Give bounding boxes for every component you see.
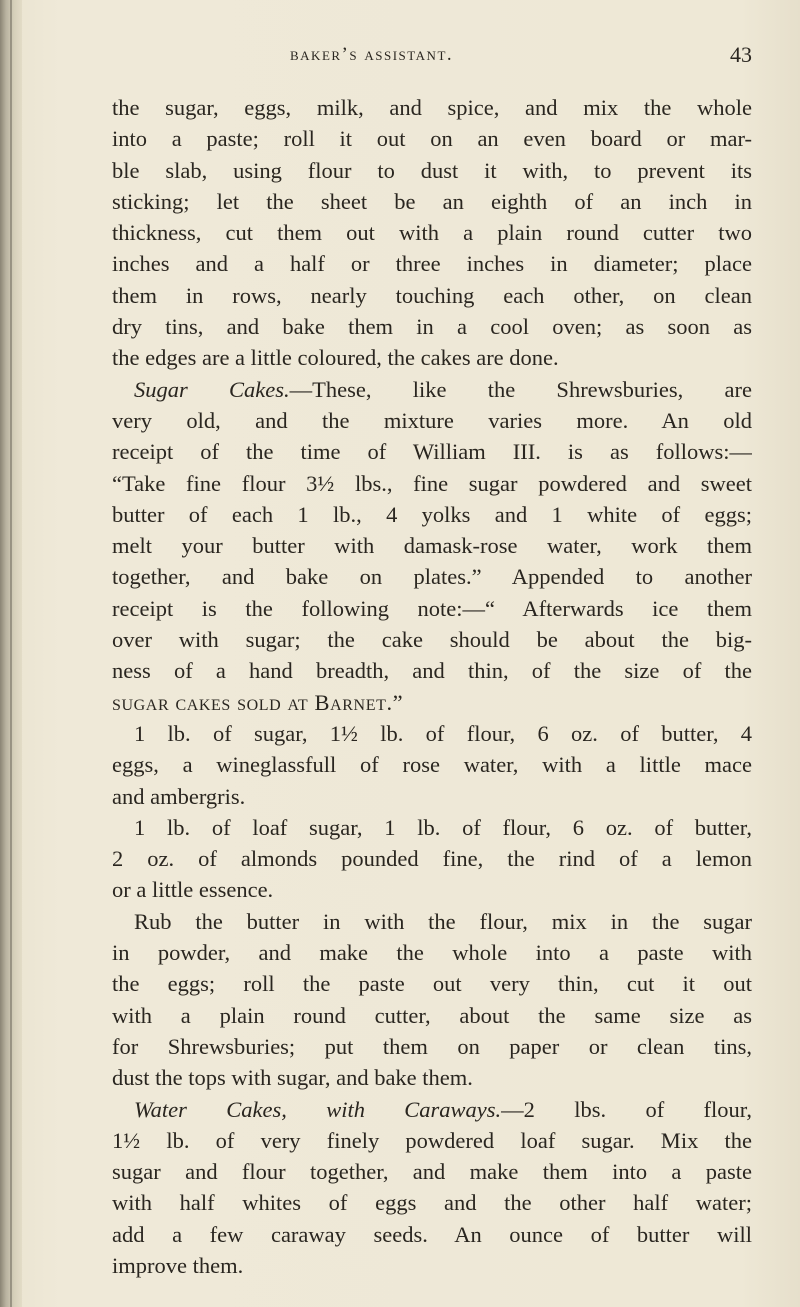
text-line: over with sugar; the cake should be about the big- <box>112 627 752 653</box>
text-line: dry tins, and bake them in a cool oven; as soon as <box>112 314 752 340</box>
text-line: eggs, a wineglassfull of rose water, with a little mace <box>112 752 752 778</box>
text-line: for Shrewsburies; put them on paper or clean tins, <box>112 1033 752 1059</box>
heading-water-cakes: Water Cakes, with Caraways. <box>134 1096 502 1122</box>
body-text <box>112 92 752 1281</box>
text-line: ness of a hand breadth, and thin, of the size of the <box>112 658 752 684</box>
text-line: and ambergris. <box>112 783 246 809</box>
text-line: receipt is the following note:—“ Afterwards ice them <box>112 595 752 621</box>
book-spine <box>0 0 22 1307</box>
running-head: baker’s assistant. <box>290 44 454 65</box>
text-line: thickness, cut them out with a plain round cutter two <box>112 220 752 246</box>
text-line: with half whites of eggs and the other half water; <box>112 1190 752 1216</box>
text-line: butter of each 1 lb., 4 yolks and 1 white of eggs; <box>112 501 752 527</box>
text-line-tail: —These, like the Shrewsburies, are <box>289 376 752 402</box>
page-number: 43 <box>730 42 752 67</box>
text-line: improve them. <box>112 1252 244 1278</box>
text-line: melt your butter with damask-rose water, work them <box>112 533 752 559</box>
text-line: 1½ lb. of very finely powdered loaf sugar. Mix the <box>112 1127 752 1153</box>
text-line: sticking; let the sheet be an eighth of an inch in <box>112 188 752 214</box>
text-line: with a plain round cutter, about the same size as <box>112 1002 752 1028</box>
text-line: 1 lb. of loaf sugar, 1 lb. of flour, 6 oz. of butter, <box>134 814 752 840</box>
text-line: them in rows, nearly touching each other, on clean <box>112 282 752 308</box>
text-line-with-heading <box>112 374 752 405</box>
text-line: dust the tops with sugar, and bake them. <box>112 1065 473 1091</box>
text-line-with-heading <box>112 1094 752 1125</box>
text-line: 1 lb. of sugar, 1½ lb. of flour, 6 oz. of butter, 4 <box>134 720 752 746</box>
text-line: 2 oz. of almonds pounded fine, the rind of a lemon <box>112 846 752 872</box>
text-line: “Take fine flour 3½ lbs., fine sugar powdered and sweet <box>112 470 752 496</box>
text-line: ble slab, using flour to dust it with, to prevent its <box>112 157 752 183</box>
text-line: sugar cakes sold at Barnet.” <box>112 689 404 715</box>
text-line: add a few caraway seeds. An ounce of butter will <box>112 1221 752 1247</box>
text-line-tail: —2 lbs. of flour, <box>501 1096 752 1122</box>
text-line: very old, and the mixture varies more. An old <box>112 407 752 433</box>
text-line: the eggs; roll the paste out very thin, cut it out <box>112 971 752 997</box>
text-line: Rub the butter in with the flour, mix in the sugar <box>134 908 752 934</box>
page-header <box>112 44 752 74</box>
heading-sugar-cakes: Sugar Cakes. <box>134 376 290 402</box>
text-line: receipt of the time of William III. is as follows:— <box>112 439 752 465</box>
text-line: or a little essence. <box>112 877 274 903</box>
text-line: the sugar, eggs, milk, and spice, and mix the whole <box>112 95 752 120</box>
spine-shadow-line <box>10 0 12 1307</box>
text-line: inches and a half or three inches in diameter; place <box>112 251 752 277</box>
text-line: the edges are a little coloured, the cakes are done. <box>112 345 559 371</box>
text-line: together, and bake on plates.” Appended to another <box>112 564 752 590</box>
text-line: into a paste; roll it out on an even board or mar- <box>112 126 752 152</box>
text-line: sugar and flour together, and make them into a paste <box>112 1159 752 1185</box>
text-line: in powder, and make the whole into a paste with <box>112 940 752 966</box>
